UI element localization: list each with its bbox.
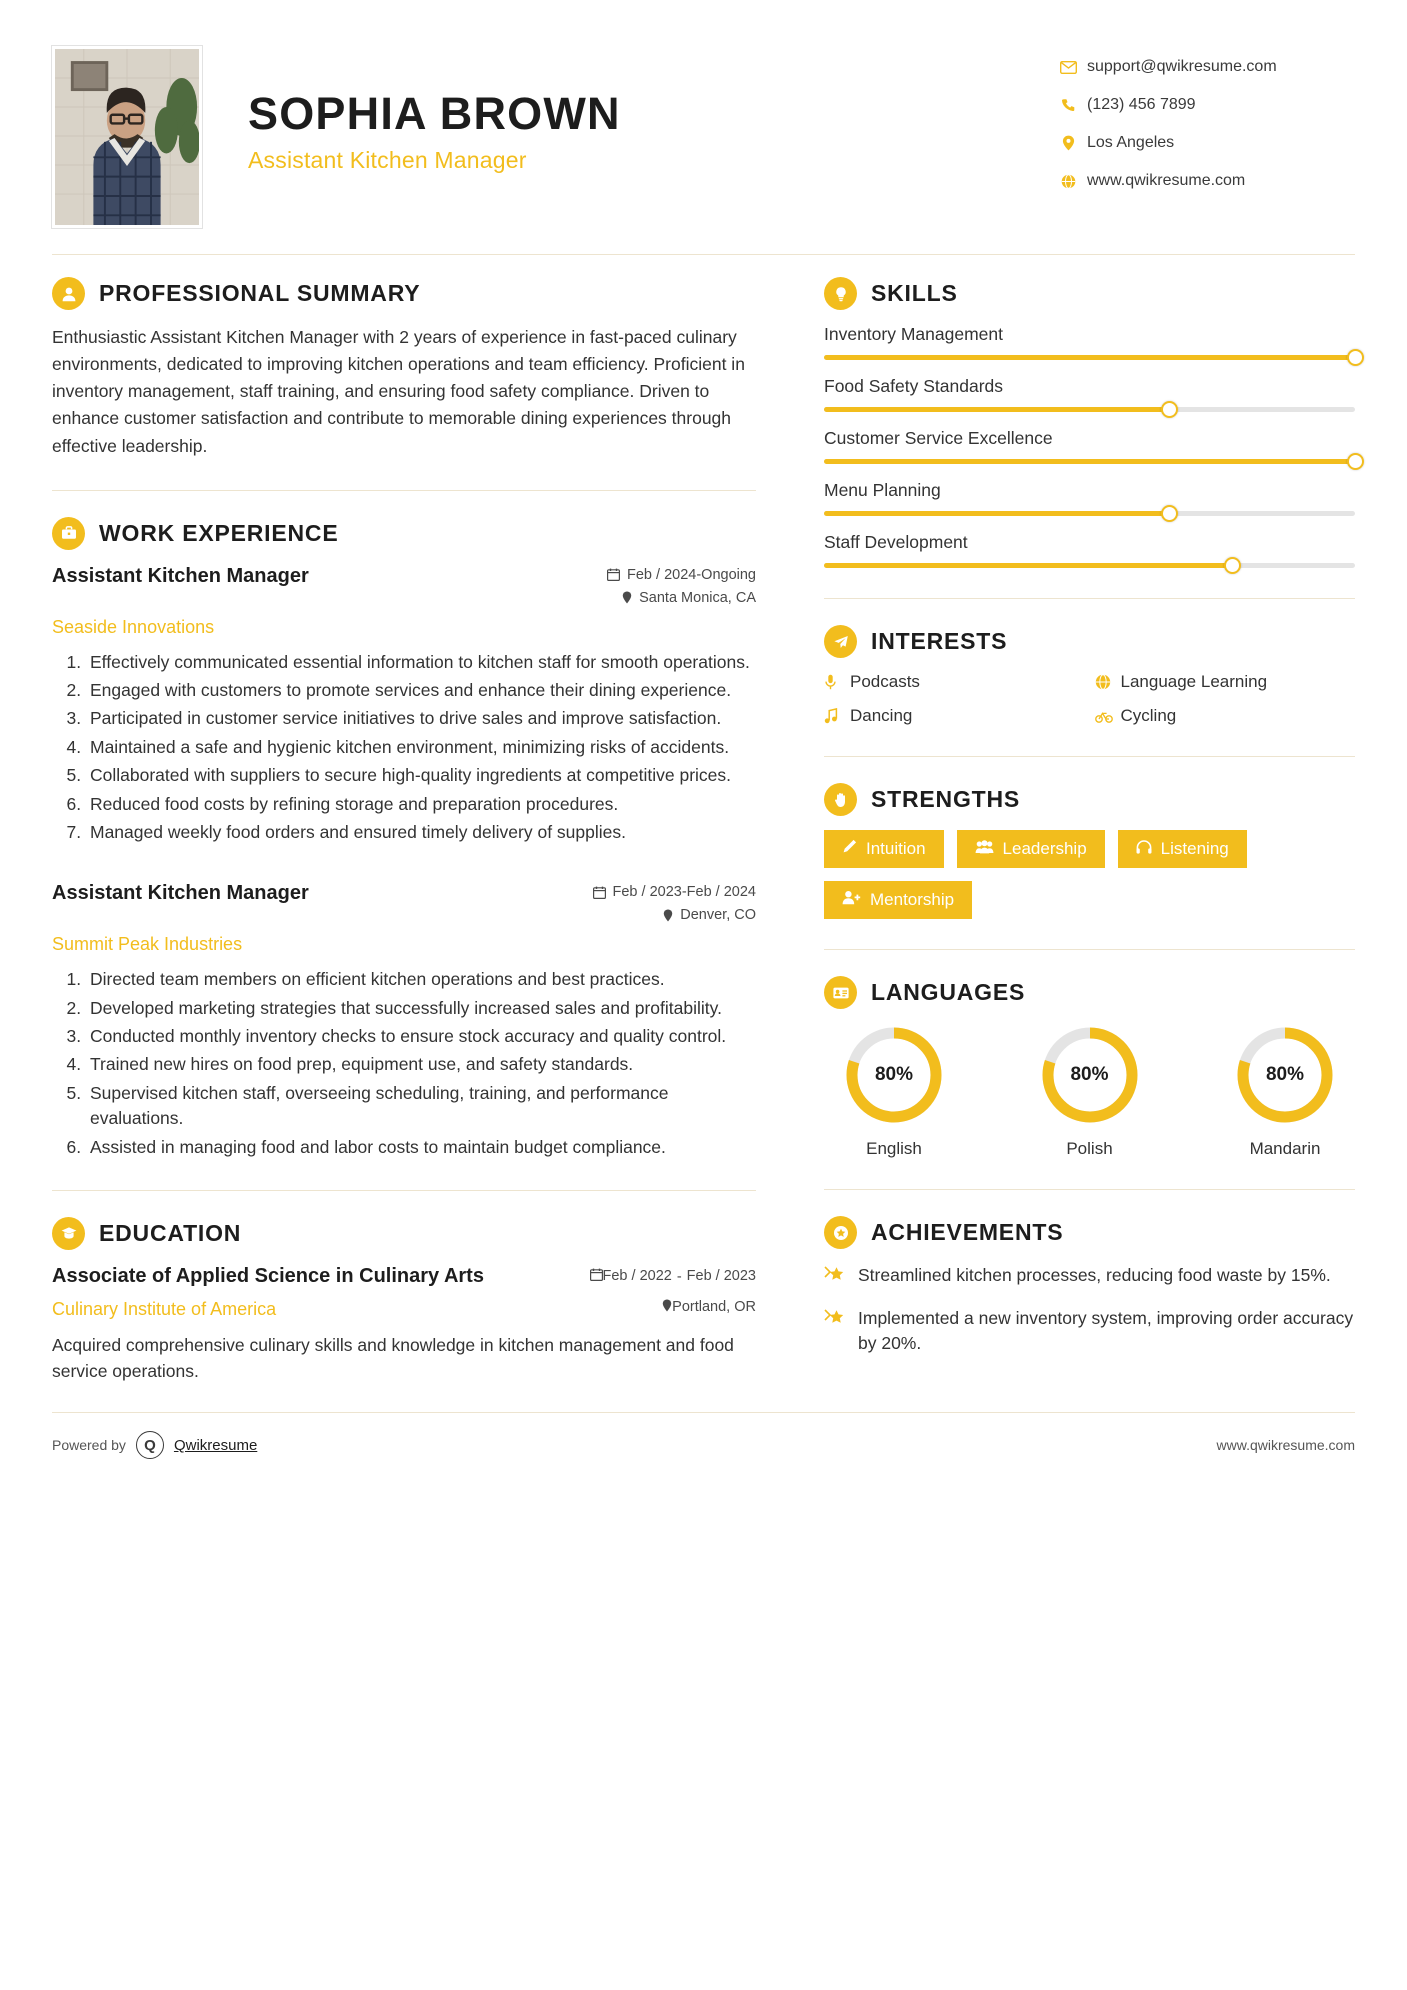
skill-item xyxy=(824,532,1355,568)
work-location xyxy=(551,590,756,606)
divider xyxy=(824,756,1355,757)
education-item-top xyxy=(52,1264,756,1289)
education-degree: Associate of Applied Science in Culinary Arts xyxy=(52,1264,484,1287)
language-label: English xyxy=(866,1139,922,1158)
contact-phone xyxy=(1055,96,1355,114)
strength-chip xyxy=(957,830,1105,868)
education-location-text: Portland, OR xyxy=(672,1299,756,1316)
work-item-top xyxy=(52,564,756,613)
strength-label: Mentorship xyxy=(870,890,955,909)
skill-bar xyxy=(824,459,1355,464)
work-location xyxy=(551,907,756,923)
language-item xyxy=(830,1023,958,1159)
contact-website[interactable] xyxy=(1055,172,1355,190)
skill-bar xyxy=(824,407,1355,412)
work-bullet: 6. Reduced food costs by refining storage and preparation procedures. xyxy=(86,792,756,817)
language-percent: 80% xyxy=(1070,1064,1109,1085)
contact-list xyxy=(1055,46,1355,210)
left-column xyxy=(52,277,792,1384)
contact-phone-text: (123) 456 7899 xyxy=(1087,96,1196,113)
skill-item xyxy=(824,376,1355,412)
work-bullet: 7. Managed weekly food orders and ensured timely delivery of supplies. xyxy=(86,820,756,845)
strength-label: Intuition xyxy=(866,839,926,858)
section-header-strengths xyxy=(824,783,1355,816)
skill-item xyxy=(824,324,1355,360)
page-footer xyxy=(52,1413,1355,1459)
contact-email-text: support@qwikresume.com xyxy=(1087,58,1277,75)
footer-website[interactable]: www.qwikresume.com xyxy=(1216,1437,1355,1454)
section-title-strengths: STRENGTHS xyxy=(871,786,1021,812)
strength-chip xyxy=(824,830,944,868)
language-card-icon xyxy=(824,976,857,1009)
work-bullet: 3. Conducted monthly inventory checks to ensure stock accuracy and quality control. xyxy=(86,1024,756,1049)
language-donut xyxy=(842,1023,946,1127)
work-bullet: 2. Engaged with customers to promote services and enhance their dining experience. xyxy=(86,678,756,703)
education-dates xyxy=(590,1264,757,1285)
contact-website-text: www.qwikresume.com xyxy=(1087,172,1246,189)
language-item xyxy=(1026,1023,1154,1159)
language-label: Mandarin xyxy=(1249,1139,1321,1158)
section-title-summary: PROFESSIONAL SUMMARY xyxy=(99,280,421,306)
work-bullet: 1. Directed team members on efficient kitchen operations and best practices. xyxy=(86,967,756,992)
skill-item xyxy=(824,480,1355,516)
contact-location xyxy=(1055,134,1355,152)
work-bullets xyxy=(52,650,756,846)
language-donut xyxy=(1233,1023,1337,1127)
divider xyxy=(52,490,756,491)
work-company: Seaside Innovations xyxy=(52,616,215,637)
powered-by-label: Powered by xyxy=(52,1437,126,1454)
pen-icon xyxy=(842,839,857,859)
globe-icon xyxy=(1095,674,1121,690)
education-description: Acquired comprehensive culinary skills and knowledge in kitchen management and food service operations. xyxy=(52,1334,734,1382)
avatar xyxy=(52,46,202,228)
skill-bar xyxy=(824,355,1355,360)
summary-text: Enthusiastic Assistant Kitchen Manager with 2 years of experience in fast-paced culinary environments, dedicated to improving kitchen operations and team efficiency. Proficient in inventory management, staff training, and ensuring food safety compliance. Driven to enhance customer satisfaction and contribute to memorable dining experiences through effective leadership. xyxy=(52,327,745,456)
interest-item xyxy=(824,706,1085,726)
header-divider xyxy=(52,254,1355,255)
work-meta xyxy=(551,881,756,930)
education-date-to: Feb / 2023 xyxy=(686,1267,756,1284)
achievement-text: Streamlined kitchen processes, reducing food waste by 15%. xyxy=(858,1265,1331,1285)
qwikresume-logo-icon: Q xyxy=(136,1431,164,1459)
location-pin-icon xyxy=(1055,135,1081,151)
work-dates-text: Feb / 2023-Feb / 2024 xyxy=(612,884,756,901)
star-badge-icon xyxy=(824,1306,852,1333)
language-donut xyxy=(1038,1023,1142,1127)
work-title: Assistant Kitchen Manager xyxy=(52,564,309,587)
brand-link[interactable]: Qwikresume xyxy=(173,1436,258,1454)
phone-icon xyxy=(1055,98,1081,113)
education-date-from: Feb / 2022 xyxy=(602,1267,672,1284)
achievement-item xyxy=(824,1306,1355,1357)
skill-item xyxy=(824,428,1355,464)
divider xyxy=(824,598,1355,599)
work-bullet: 3. Participated in customer service initiatives to drive sales and improve satisfaction. xyxy=(86,706,756,731)
user-icon xyxy=(52,277,85,310)
languages-list xyxy=(824,1023,1355,1159)
work-bullets xyxy=(52,967,756,1160)
user-plus-icon xyxy=(842,890,861,910)
group-icon xyxy=(975,839,994,859)
strength-label: Leadership xyxy=(1002,839,1087,858)
education-school: Culinary Institute of America xyxy=(52,1298,277,1319)
calendar-icon xyxy=(593,886,606,899)
skill-bar xyxy=(824,511,1355,516)
education-location xyxy=(662,1299,756,1316)
graduation-cap-icon xyxy=(52,1217,85,1250)
globe-icon xyxy=(1055,174,1081,189)
contact-email xyxy=(1055,58,1355,76)
strength-chip xyxy=(824,881,972,919)
right-column xyxy=(792,277,1355,1384)
section-header-languages xyxy=(824,976,1355,1009)
star-badge-icon xyxy=(824,1263,852,1290)
section-title-skills: SKILLS xyxy=(871,280,958,306)
candidate-role: Assistant Kitchen Manager xyxy=(248,147,527,173)
interest-item xyxy=(1095,672,1356,692)
achievement-text: Implemented a new inventory system, improving order accuracy by 20%. xyxy=(858,1308,1354,1354)
microphone-icon xyxy=(824,674,850,690)
section-header-summary xyxy=(52,277,756,310)
strengths-list xyxy=(824,830,1355,919)
interest-item xyxy=(824,672,1085,692)
work-dates xyxy=(551,884,756,900)
interest-label: Language Learning xyxy=(1120,672,1268,691)
work-item-top xyxy=(52,881,756,930)
work-bullet: 5. Collaborated with suppliers to secure high-quality ingredients at competitive prices. xyxy=(86,763,756,788)
language-percent: 80% xyxy=(1265,1064,1305,1085)
section-header-interests xyxy=(824,625,1355,658)
skill-bar xyxy=(824,563,1355,568)
section-header-achievements xyxy=(824,1216,1355,1249)
work-bullet: 6. Assisted in managing food and labor costs to maintain budget compliance. xyxy=(86,1135,756,1160)
divider xyxy=(52,1190,756,1191)
language-label: Polish xyxy=(1066,1139,1113,1158)
section-title-languages: LANGUAGES xyxy=(871,979,1026,1005)
calendar-icon xyxy=(590,1268,603,1285)
work-bullet: 4. Maintained a safe and hygienic kitchen environment, minimizing risks of accidents. xyxy=(86,735,756,760)
divider xyxy=(824,1189,1355,1190)
raised-hand-icon xyxy=(824,783,857,816)
work-dates-text: Feb / 2024-Ongoing xyxy=(627,566,756,583)
name-block xyxy=(202,46,1055,174)
award-star-icon xyxy=(824,1216,857,1249)
resume-body xyxy=(52,277,1355,1384)
language-percent: 80% xyxy=(874,1064,914,1085)
lightbulb-icon xyxy=(824,277,857,310)
strength-chip xyxy=(1118,830,1247,868)
map-marker-icon xyxy=(622,591,632,604)
work-dates xyxy=(551,567,756,583)
section-header-education xyxy=(52,1217,756,1250)
interest-label: Podcasts xyxy=(850,672,920,691)
work-location-text: Santa Monica, CA xyxy=(639,589,756,606)
date-separator: - xyxy=(676,1268,682,1285)
work-meta xyxy=(551,564,756,613)
interest-label: Cycling xyxy=(1120,706,1177,725)
calendar-icon xyxy=(607,568,620,581)
strength-label: Listening xyxy=(1160,839,1229,858)
section-title-education: EDUCATION xyxy=(99,1219,242,1246)
work-location-text: Denver, CO xyxy=(680,907,756,924)
achievement-item xyxy=(824,1263,1355,1290)
interest-label: Dancing xyxy=(850,706,913,725)
work-bullet: 1. Effectively communicated essential information to kitchen staff for smooth operations. xyxy=(86,650,756,675)
envelope-icon xyxy=(1055,61,1081,74)
contact-location-text: Los Angeles xyxy=(1087,134,1175,151)
music-note-icon xyxy=(824,708,850,724)
headphones-icon xyxy=(1136,839,1152,859)
paper-plane-icon xyxy=(824,625,857,658)
skill-label: Menu Planning xyxy=(824,480,941,500)
section-header-skills xyxy=(824,277,1355,310)
work-bullet: 2. Developed marketing strategies that successfully increased sales and profitability. xyxy=(86,996,756,1021)
skill-label: Inventory Management xyxy=(824,324,1003,344)
work-item xyxy=(52,564,756,846)
resume-header xyxy=(52,38,1355,228)
section-title-interests: INTERESTS xyxy=(871,628,1008,654)
work-bullet: 4. Trained new hires on food prep, equipment use, and safety standards. xyxy=(86,1052,756,1077)
work-item xyxy=(52,881,756,1160)
candidate-name: SOPHIA BROWN xyxy=(248,88,621,139)
interest-item xyxy=(1095,706,1356,726)
map-marker-icon xyxy=(662,1299,672,1316)
section-header-work xyxy=(52,517,756,550)
section-title-work: WORK EXPERIENCE xyxy=(99,519,339,546)
skill-label: Customer Service Excellence xyxy=(824,428,1053,448)
spacer xyxy=(52,851,756,881)
bicycle-icon xyxy=(1095,710,1121,723)
skill-label: Food Safety Standards xyxy=(824,376,1003,396)
interests-grid xyxy=(824,672,1355,726)
work-bullet: 5. Supervised kitchen staff, overseeing scheduling, training, and performance evaluations. xyxy=(86,1081,756,1132)
skill-label: Staff Development xyxy=(824,532,968,552)
map-marker-icon xyxy=(663,909,673,922)
briefcase-icon xyxy=(52,517,85,550)
footer-brand[interactable] xyxy=(52,1431,257,1459)
work-company: Summit Peak Industries xyxy=(52,934,243,955)
divider xyxy=(824,949,1355,950)
section-title-achievements: ACHIEVEMENTS xyxy=(871,1219,1064,1245)
work-title: Assistant Kitchen Manager xyxy=(52,882,309,905)
language-item xyxy=(1221,1023,1349,1159)
